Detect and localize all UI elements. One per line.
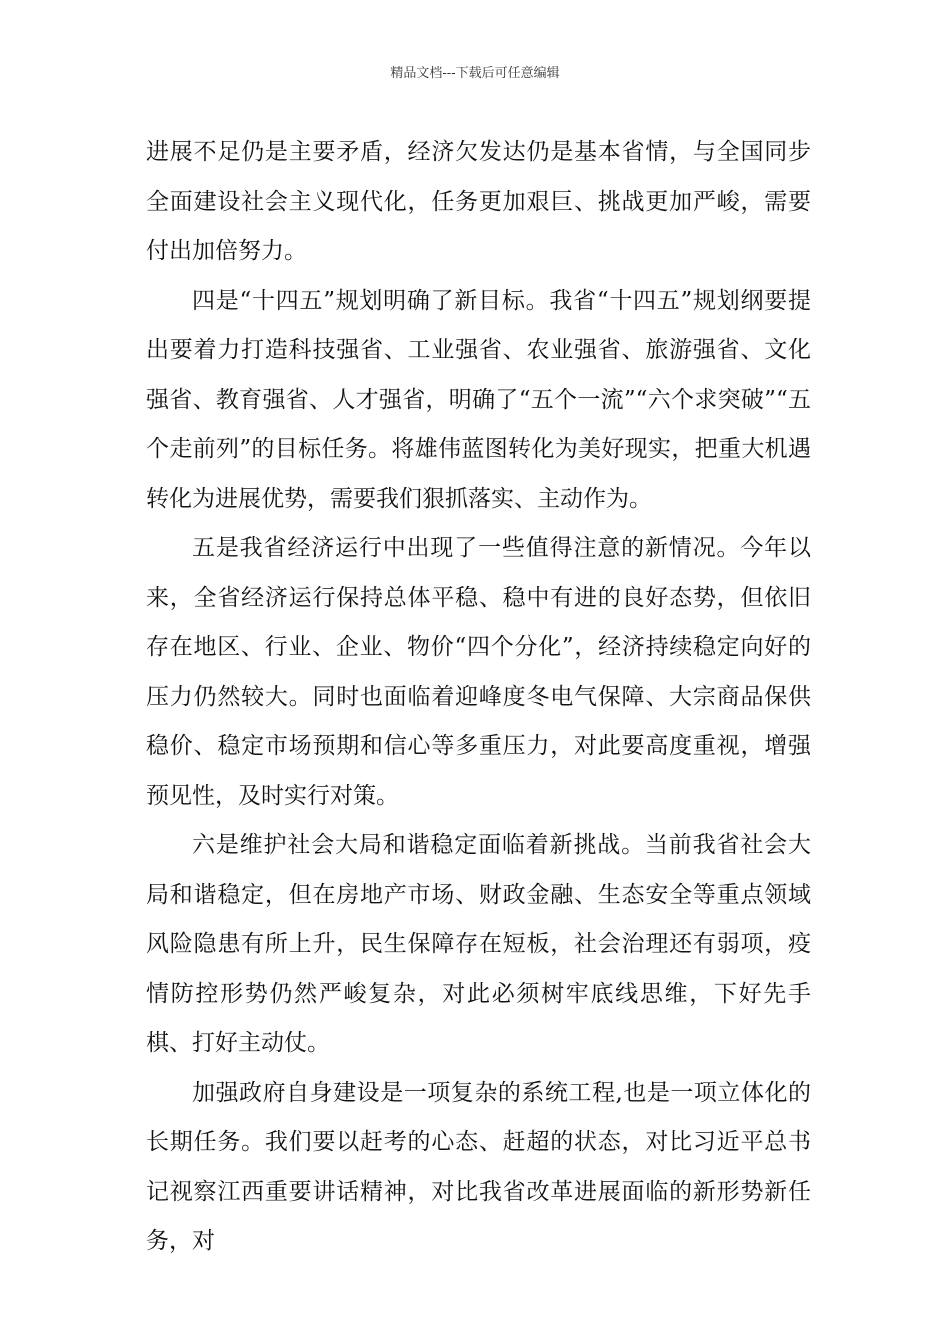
paragraph-2: 四是“十四五”规划明确了新目标。我省“十四五”规划纲要提出要着力打造科技强省、工业强省、农业强省、旅游强省、文化强省、教育强省、人才强省，明确了“五个一流”“六个求突破”“五个走前列”的目标任务。将雄伟蓝图转化为美好现实，把重大机遇转化为进展优势，需要我们狠抓落实、主动作为。 xyxy=(146,287,811,512)
paragraph-1: 进展不足仍是主要矛盾，经济欠发达仍是基本省情，与全国同步全面建设社会主义现代化，任务更加艰巨、挑战更加严峻，需要付出加倍努力。 xyxy=(146,139,811,264)
document-body xyxy=(146,128,811,1267)
paragraph-4: 六是维护社会大局和谐稳定面临着新挑战。当前我省社会大局和谐稳定，但在房地产市场、财政金融、生态安全等重点领域风险隐患有所上升，民生保障存在短板，社会治理还有弱项，疫情防控形势仍然严峻复杂，对此必须树牢底线思维，下好先手棋、打好主动仗。 xyxy=(146,832,811,1056)
page-header: 精品文档---下载后可任意编辑 xyxy=(390,66,560,81)
paragraph-3: 五是我省经济运行中出现了一些值得注意的新情况。今年以来，全省经济运行保持总体平稳、稳中有进的良好态势，但依旧存在地区、行业、企业、物价“四个分化”，经济持续稳定向好的压力仍然较大。同时也面临着迎峰度冬电气保障、大宗商品保供稳价、稳定市场预期和信心等多重压力，对此要高度重视，增强预见性，及时实行对策。 xyxy=(146,535,811,809)
paragraph-5: 加强政府自身建设是一项复杂的系统工程,也是一项立体化的长期任务。我们要以赶考的心态、赶超的状态，对比习近平总书记视察江西重要讲话精神，对比我省改革进展面临的新形势新任务，对 xyxy=(146,1079,811,1254)
